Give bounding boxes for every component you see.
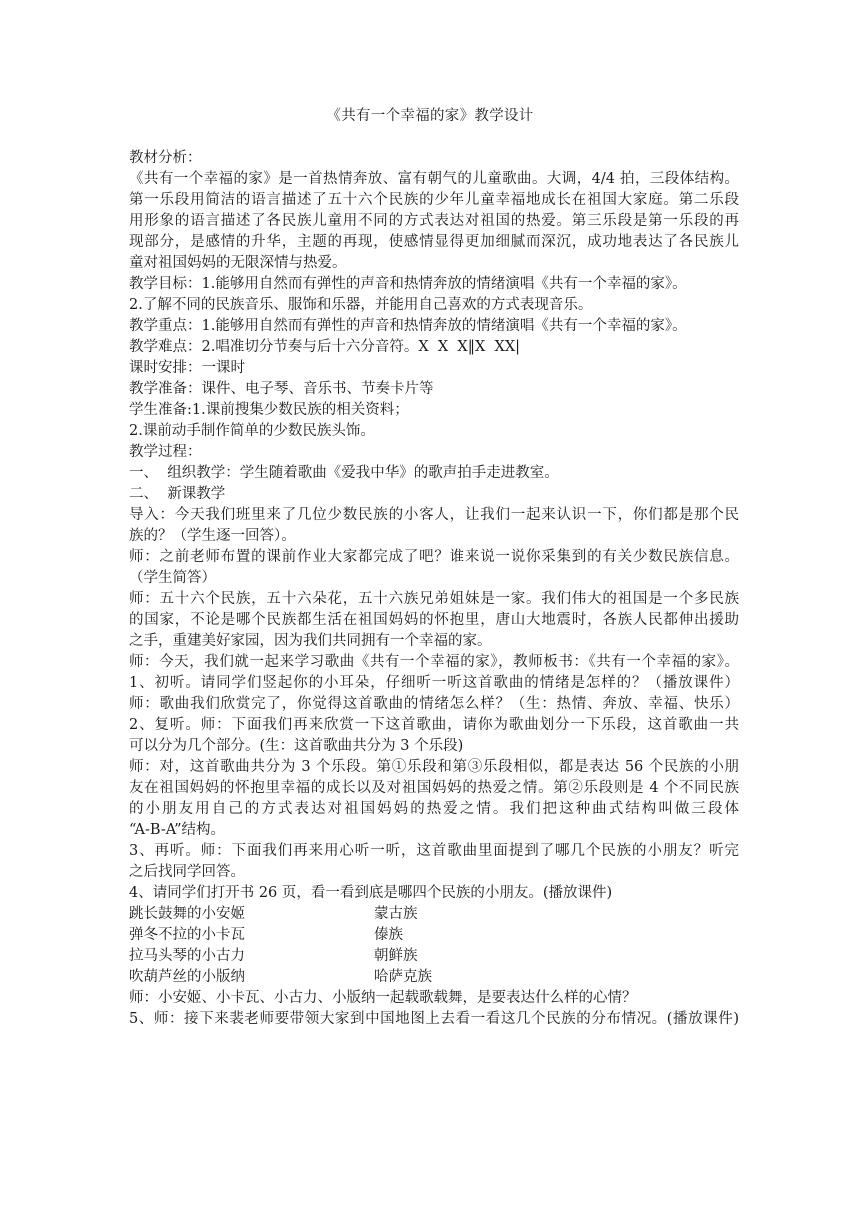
text-line: 的小朋友用自己的方式表达对祖国妈妈的热爱之情。我们把这种曲式结构叫做三段体 bbox=[129, 801, 739, 817]
text-line: 学生准备:1.课前搜集少数民族的相关资料； bbox=[129, 402, 409, 418]
ethnic-pair-row bbox=[129, 925, 739, 946]
text-line: 2、复听。师：下面我们再来欣赏一下这首歌曲，请你为歌曲划分一下乐段，这首歌曲一共 bbox=[129, 717, 739, 733]
text-line: 1、初听。请同学们竖起你的小耳朵，仔细听一听这首歌曲的情绪是怎样的？（播放课件） bbox=[129, 675, 739, 691]
text-line: 教材分析： bbox=[129, 150, 202, 166]
ethnic-pair-row bbox=[129, 904, 739, 925]
text-line: 可以分为几个部分。(生：这首歌曲共分为 3 个乐段) bbox=[129, 738, 464, 754]
child-description: 拉马头琴的小古力 bbox=[129, 948, 245, 964]
text-line: 之后找同学回答。 bbox=[129, 864, 245, 880]
text-line: （学生简答） bbox=[129, 570, 216, 586]
text-line: 教学目标：1.能够用自然而有弹性的声音和热情奔放的情绪演唱《共有一个幸福的家》。 bbox=[129, 276, 687, 292]
text-line: 族的？（学生逐一回答）。 bbox=[129, 528, 296, 544]
text-line: 师：之前老师布置的课前作业大家都完成了吧？谁来说一说你采集到的有关少数民族信息。 bbox=[129, 549, 739, 565]
document-body bbox=[129, 148, 739, 1030]
ethnic-group-name: 朝鲜族 bbox=[374, 948, 418, 964]
text-line: 童对祖国妈妈的无限深情与热爱。 bbox=[129, 255, 347, 271]
text-line: 友在祖国妈妈的怀抱里幸福的成长以及对祖国妈妈的热爱之情。第②乐段则是 4 个不同民族 bbox=[129, 780, 739, 796]
text-line: 2.了解不同的民族音乐、服饰和乐器，并能用自己喜欢的方式表现音乐。 bbox=[129, 297, 593, 313]
text-line: “A-B-A”结构。 bbox=[129, 822, 225, 838]
text-line: 用形象的语言描述了各民族儿童用不同的方式表达对祖国的热爱。第三乐段是第一乐段的再 bbox=[129, 213, 739, 229]
ethnic-group-name: 蒙古族 bbox=[374, 906, 418, 922]
text-line: 2.课前动手制作简单的少数民族头饰。 bbox=[129, 423, 375, 439]
ethnic-pair-list bbox=[129, 904, 739, 988]
text-line: 3、再听。师：下面我们再来用心听一听，这首歌曲里面提到了哪几个民族的小朋友？听完 bbox=[129, 843, 739, 859]
text-line: 师：歌曲我们欣赏完了，你觉得这首歌曲的情绪怎么样？（生：热情、奔放、幸福、快乐） bbox=[129, 696, 739, 712]
text-line: 4、请同学们打开书 26 页，看一看到底是哪四个民族的小朋友。(播放课件) bbox=[129, 885, 613, 901]
text-line: 一、 组织教学：学生随着歌曲《爱我中华》的歌声拍手走进教室。 bbox=[129, 465, 559, 481]
text-line: 师：五十六个民族，五十六朵花，五十六族兄弟姐妹是一家。我们伟大的祖国是一个多民族 bbox=[129, 591, 739, 607]
ethnic-group-name: 哈萨克族 bbox=[374, 969, 432, 985]
text-line: 第一乐段用简洁的语言描述了五十六个民族的少年儿童幸福地成长在祖国大家庭。第二乐段 bbox=[129, 192, 739, 208]
child-description: 跳长鼓舞的小安姬 bbox=[129, 906, 245, 922]
ethnic-pair-row bbox=[129, 946, 739, 967]
closing-lines bbox=[129, 988, 739, 1030]
text-line: 师：对，这首歌曲共分为 3 个乐段。第①乐段和第③乐段相似，都是表达 56 个民族的小朋 bbox=[129, 759, 739, 775]
text-line: 课时安排：一课时 bbox=[129, 360, 245, 376]
child-description: 弹冬不拉的小卡瓦 bbox=[129, 927, 245, 943]
text-line: 教学准备：课件、电子琴、音乐书、节奏卡片等 bbox=[129, 381, 434, 397]
text-line: 教学过程： bbox=[129, 444, 202, 460]
text-line: 《共有一个幸福的家》是一首热情奔放、富有朝气的儿童歌曲。大调，4/4 拍，三段体结构。 bbox=[129, 171, 739, 187]
text-line: 之手，重建美好家园，因为我们共同拥有一个幸福的家。 bbox=[129, 633, 492, 649]
text-line: 二、 新课教学 bbox=[129, 486, 226, 502]
text-line: 师：小安姬、小卡瓦、小古力、小版纳一起载歌载舞，是要表达什么样的心情？ bbox=[129, 990, 637, 1006]
text-line: 教学难点：2.唱准切分节奏与后十六分音符。X X X‖X XX| bbox=[129, 339, 521, 355]
text-line: 5、师：接下来裴老师要带领大家到中国地图上去看一看这几个民族的分布情况。(播放课件) bbox=[129, 1011, 739, 1027]
text-line: 导入：今天我们班里来了几位少数民族的小客人，让我们一起来认识一下，你们都是那个民 bbox=[129, 507, 739, 523]
text-line: 现部分，是感情的升华，主题的再现，使感情显得更加细腻而深沉，成功地表达了各民族儿 bbox=[129, 234, 739, 250]
text-line: 师：今天，我们就一起来学习歌曲《共有一个幸福的家》，教师板书：《共有一个幸福的家》。 bbox=[129, 654, 739, 670]
ethnic-pair-row bbox=[129, 967, 739, 988]
paragraph-lines bbox=[129, 148, 739, 904]
child-description: 吹葫芦丝的小版纳 bbox=[129, 969, 245, 985]
text-line: 教学重点：1.能够用自然而有弹性的声音和热情奔放的情绪演唱《共有一个幸福的家》。 bbox=[129, 318, 687, 334]
text-line: 的国家，不论是哪个民族都生活在祖国妈妈的怀抱里，唐山大地震时，各族人民都伸出援助 bbox=[129, 612, 739, 628]
document-title: 《共有一个幸福的家》教学设计 bbox=[326, 108, 534, 124]
ethnic-group-name: 傣族 bbox=[374, 927, 403, 943]
